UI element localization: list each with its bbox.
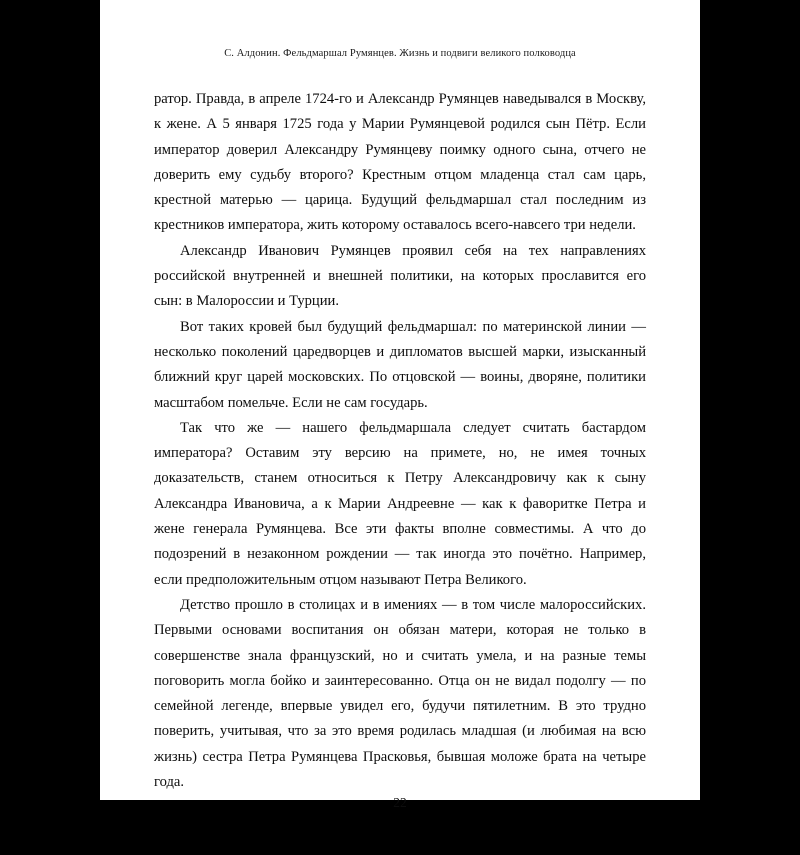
paragraph-2: Александр Иванович Румянцев проявил себя на тех направлениях российской внутренней и внешней политики, на которых прославится его сын: в Малороссии и Турции. [154, 242, 646, 310]
paragraph-5: Детство прошло в столицах и в имениях — в том числе малороссийских. Первыми основами воспитания он обязан матери, которая не только в совершенстве знала французский, но и считать умела, и на разные темы поговорить могла бойко и заинтересованно. Отца он не видал подолгу — по семейной легенде, впервые увидел его, будучи пятилетним. В это трудно поверить, учитывая, что за это время родилась младшая (и любимая на всю жизнь) сестра Петра Румянцева Прасковья, бывшая моложе брата на четыре года. [154, 596, 646, 791]
body-text [154, 87, 646, 795]
paragraph-4: Так что же — нашего фельдмаршала следует считать бастардом императора? Оставим эту версию на примете, но, не имея точных доказательств, станем относиться к Петру Александровичу как к сыну Александра Ивановича, а к Марии Андреевне — как к фаворитке Петра и жене генерала Румянцева. Все эти факты вполне совместимы. А что до подозрений в незаконном рождении — так иногда это почётно. Например, если предположительным отцом называют Петра Великого. [154, 419, 646, 588]
book-page [100, 0, 700, 811]
running-head: С. Алдонин. Фельдмаршал Румянцев. Жизнь и подвиги великого полководца [224, 48, 576, 59]
page-content [100, 0, 700, 811]
page-number: 22 [393, 795, 407, 811]
paragraph-1: ратор. Правда, в апреле 1724-го и Александр Румянцев наведывался в Москву, к жене. А 5 января 1725 года у Марии Румянцевой родился сын Пётр. Если император доверил Александру Румянцеву поимку одного сына, отчего не доверить ему судьбу второго? Крестным отцом младенца стал сам царь, крестной матерью — царица. Будущий фельдмаршал стал последним из крестников императора, жить которому оставалось всего-навсего три недели. [154, 91, 646, 234]
paragraph-3: Вот таких кровей был будущий фельдмаршал: по материнской линии — несколько поколений царедворцев и дипломатов высшей марки, изысканный ближний круг царей московских. По отцовской — воины, дворяне, политики масштабом помельче. Если не сам государь. [154, 318, 646, 411]
